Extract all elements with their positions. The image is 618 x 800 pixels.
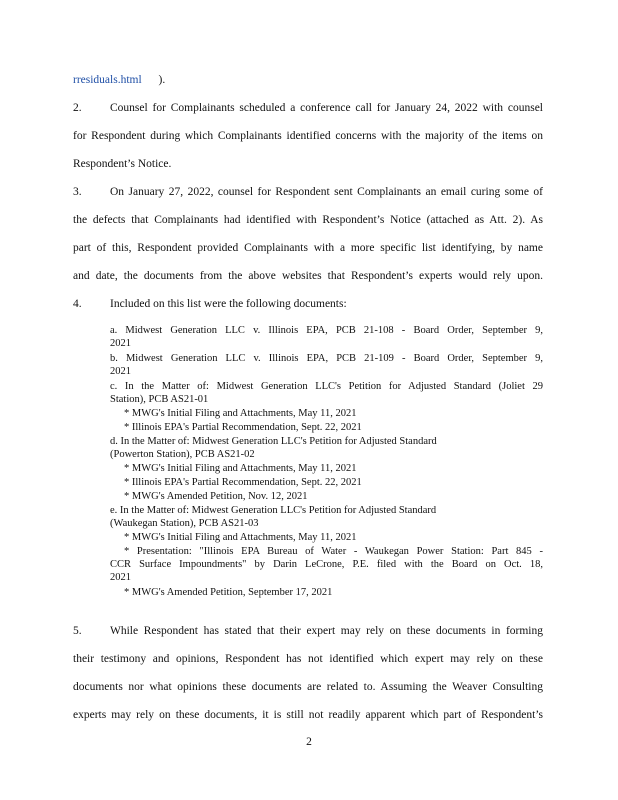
list-item-c-sub-1: * MWG's Initial Filing and Attachments, May 11, 2021 (124, 408, 357, 419)
list-item-b-line-2: 2021 (110, 366, 131, 377)
list-item-d-sub-2: * Illinois EPA's Partial Recommendation, Sept. 22, 2021 (124, 477, 362, 488)
list-item-e-sub-2-cont: CCR Surface Impoundments" by Darin LeCrone, P.E. filed with the Board on Oct. 18, (110, 559, 543, 570)
paragraph-2-line-3: Respondent’s Notice. (73, 158, 172, 170)
paragraph-3-line-1: On January 27, 2022, counsel for Respondent sent Complainants an email curing some of (110, 186, 543, 198)
paragraph-2-number: 2. (73, 102, 82, 114)
paragraph-3-line-2: the defects that Complainants had identified with Respondent’s Notice (attached as Att. 2). As (73, 214, 543, 226)
paragraph-5-line-1: While Respondent has stated that their expert may rely on these documents in forming (110, 625, 543, 637)
list-item-e-sub-1: * MWG's Initial Filing and Attachments, May 11, 2021 (124, 532, 357, 543)
paragraph-2-line-1: Counsel for Complainants scheduled a conference call for January 24, 2022 with counsel (110, 102, 543, 114)
paragraph-5-line-4: experts may rely on these documents, it is still not readily apparent which part of Respondent’s (73, 709, 543, 721)
paragraph-4-number: 4. (73, 298, 82, 310)
paragraph-3-number: 3. (73, 186, 82, 198)
list-item-e-sub-2: * Presentation: "Illinois EPA Bureau of Water - Waukegan Power Station: Part 845 - (124, 546, 543, 557)
list-item-d-sub-1: * MWG's Initial Filing and Attachments, May 11, 2021 (124, 463, 357, 474)
paragraph-5-line-3: documents nor what opinions these documents are related to. Assuming the Weaver Consulting (73, 681, 543, 693)
website-link[interactable]: rresiduals.html (73, 74, 142, 86)
page-number: 2 (306, 736, 312, 748)
paragraph-3-line-3: part of this, Respondent provided Complainants with a more specific list identifying, by name (73, 242, 543, 254)
list-item-e-sub-3: * MWG's Amended Petition, September 17, 2021 (124, 587, 333, 598)
paragraph-2-line-2: for Respondent during which Complainants identified concerns with the majority of the items on (73, 130, 543, 142)
continuation-line (73, 73, 543, 87)
list-item-e-line-1: e. In the Matter of: Midwest Generation LLC's Petition for Adjusted Standard (110, 505, 437, 516)
paragraph-3-line-4: and date, the documents from the above websites that Respondent’s experts would rely upon. (73, 270, 543, 282)
list-item-d-sub-3: * MWG's Amended Petition, Nov. 12, 2021 (124, 491, 308, 502)
link-suffix: ). (158, 74, 166, 86)
paragraph-5-line-2: their testimony and opinions, Respondent has not identified which expert may rely on these (73, 653, 543, 665)
list-item-c-line-1: c. In the Matter of: Midwest Generation LLC's Petition for Adjusted Standard (Joliet 29 (110, 381, 543, 392)
list-item-c-line-2: Station), PCB AS21-01 (110, 394, 209, 405)
list-item-a-line-2: 2021 (110, 338, 131, 349)
list-item-e-line-2: (Waukegan Station), PCB AS21-03 (110, 518, 259, 529)
list-item-e-sub-2-end: 2021 (110, 572, 131, 583)
list-item-a-line-1: a. Midwest Generation LLC v. Illinois EPA, PCB 21-108 - Board Order, September 9, (110, 325, 543, 336)
list-item-c-sub-2: * Illinois EPA's Partial Recommendation, Sept. 22, 2021 (124, 422, 362, 433)
list-item-b-line-1: b. Midwest Generation LLC v. Illinois EPA, PCB 21-109 - Board Order, September 9, (110, 353, 543, 364)
paragraph-5-number: 5. (73, 625, 82, 637)
paragraph-4-line-1: Included on this list were the following documents: (110, 298, 347, 310)
list-item-d-line-1: d. In the Matter of: Midwest Generation LLC's Petition for Adjusted Standard (110, 436, 437, 447)
list-item-d-line-2: (Powerton Station), PCB AS21-02 (110, 449, 255, 460)
